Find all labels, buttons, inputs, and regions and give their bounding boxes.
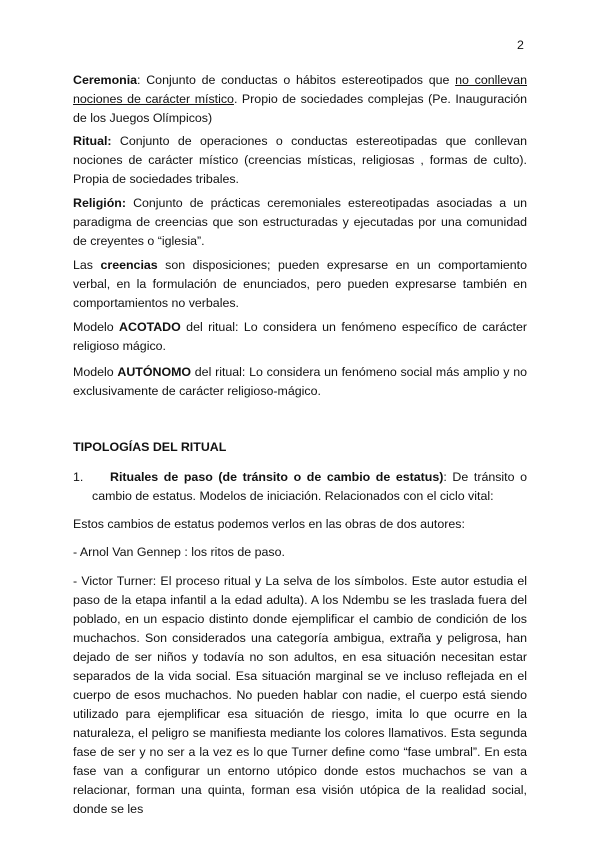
acotado-text-a: Modelo bbox=[73, 320, 120, 334]
author-turner: - Victor Turner: El proceso ritual y La selva de los símbolos. Este autor estudia el paso de la etapa infantil a la edad adulta). A los Ndembu se les traslada fuera del poblado, en un espacio distinto donde ejemplificar el cambio de condición de los muchachos. Son considerados una categoría ambigua, extraña y peligrosa, han dejado de ser niños y todavía no son adultos, en esa situación necesitan estar separados de la vida social. Esa situación marginal se ve incluso reflejada en el cuerpo de esos muchachos. No pueden hablar con nadie, el cuerpo está siendo utilizado para ejemplificar esa situación de riesgo, imita lo que ocurre en la naturaleza, el peligro se manifiesta mediante los colores llamativos. Esta segunda fase de ser y no ser a la vez es lo que Turner define como “fase umbral”. En esta fase van a configurar un entorno utópico donde estos muchachos se van a relacionar, forman una quinta, forman esa visión utópica de la realidad social, donde se les bbox=[73, 574, 527, 816]
rituales-de-paso-text: : De tránsito o cambio de estatus. Modelos de iniciación. Relacionados con el ciclo vital: bbox=[92, 470, 527, 503]
autonomo-text-b: del ritual: Lo considera un fenómeno social más amplio y no exclusivamente de carácter religioso-mágico. bbox=[73, 365, 527, 398]
list-item-rituales-de-paso bbox=[73, 468, 527, 506]
term-acotado: ACOTADO bbox=[119, 320, 181, 334]
term-rituales-de-paso: Rituales de paso (de tránsito o de cambio de estatus) bbox=[110, 470, 444, 484]
term-ceremonia: Ceremonia bbox=[73, 73, 138, 87]
ritual-text: Conjunto de operaciones o conductas estereotipadas que conllevan nociones de carácter místico (creencias místicas, religiosas , formas de culto). Propia de sociedades tribales. bbox=[73, 134, 527, 186]
term-creencias: creencias bbox=[100, 258, 158, 272]
definition-autonomo bbox=[73, 363, 527, 401]
ceremonia-text-a: : Conjunto de conductas o hábitos estereotipados que bbox=[137, 73, 456, 87]
page-number: 2 bbox=[517, 38, 524, 52]
definition-acotado bbox=[73, 318, 527, 356]
list-number: 1. bbox=[73, 470, 84, 484]
term-ritual: Ritual: bbox=[73, 134, 112, 148]
definition-religion bbox=[73, 194, 527, 251]
term-autonomo: AUTÓNOMO bbox=[117, 365, 192, 379]
acotado-text-b: del ritual: Lo considera un fenómeno específico de carácter religioso mágico. bbox=[73, 320, 527, 353]
autonomo-text-a: Modelo bbox=[73, 365, 118, 379]
ceremonia-text-b: . Propio de sociedades complejas (Pe. Inauguración de los Juegos Olímpicos) bbox=[73, 92, 527, 125]
ceremonia-underlined: no conllevan nociones de carácter místico bbox=[73, 73, 528, 106]
definition-ceremonia bbox=[73, 71, 527, 128]
definition-ritual bbox=[73, 132, 527, 189]
term-religion: Religión: bbox=[73, 196, 126, 210]
creencias-text-b: son disposiciones; pueden expresarse en un comportamiento verbal, en la formulación de enunciados, pero pueden expresarse también en comportamientos no verbales. bbox=[73, 258, 528, 310]
creencias-text-a: Las bbox=[73, 258, 101, 272]
intro-paragraph: Estos cambios de estatus podemos verlos en las obras de dos autores: bbox=[73, 517, 465, 531]
religion-text: Conjunto de prácticas ceremoniales estereotipadas asociadas a un paradigma de creencias que son estructuradas y ejecutadas por una comunidad de creyentes o “iglesia”. bbox=[73, 196, 527, 248]
list-item-text bbox=[92, 468, 527, 506]
author-van-gennep: - Arnol Van Gennep : los ritos de paso. bbox=[73, 545, 285, 559]
section-title: TIPOLOGÍAS DEL RITUAL bbox=[73, 440, 227, 454]
definition-creencias bbox=[73, 256, 527, 313]
